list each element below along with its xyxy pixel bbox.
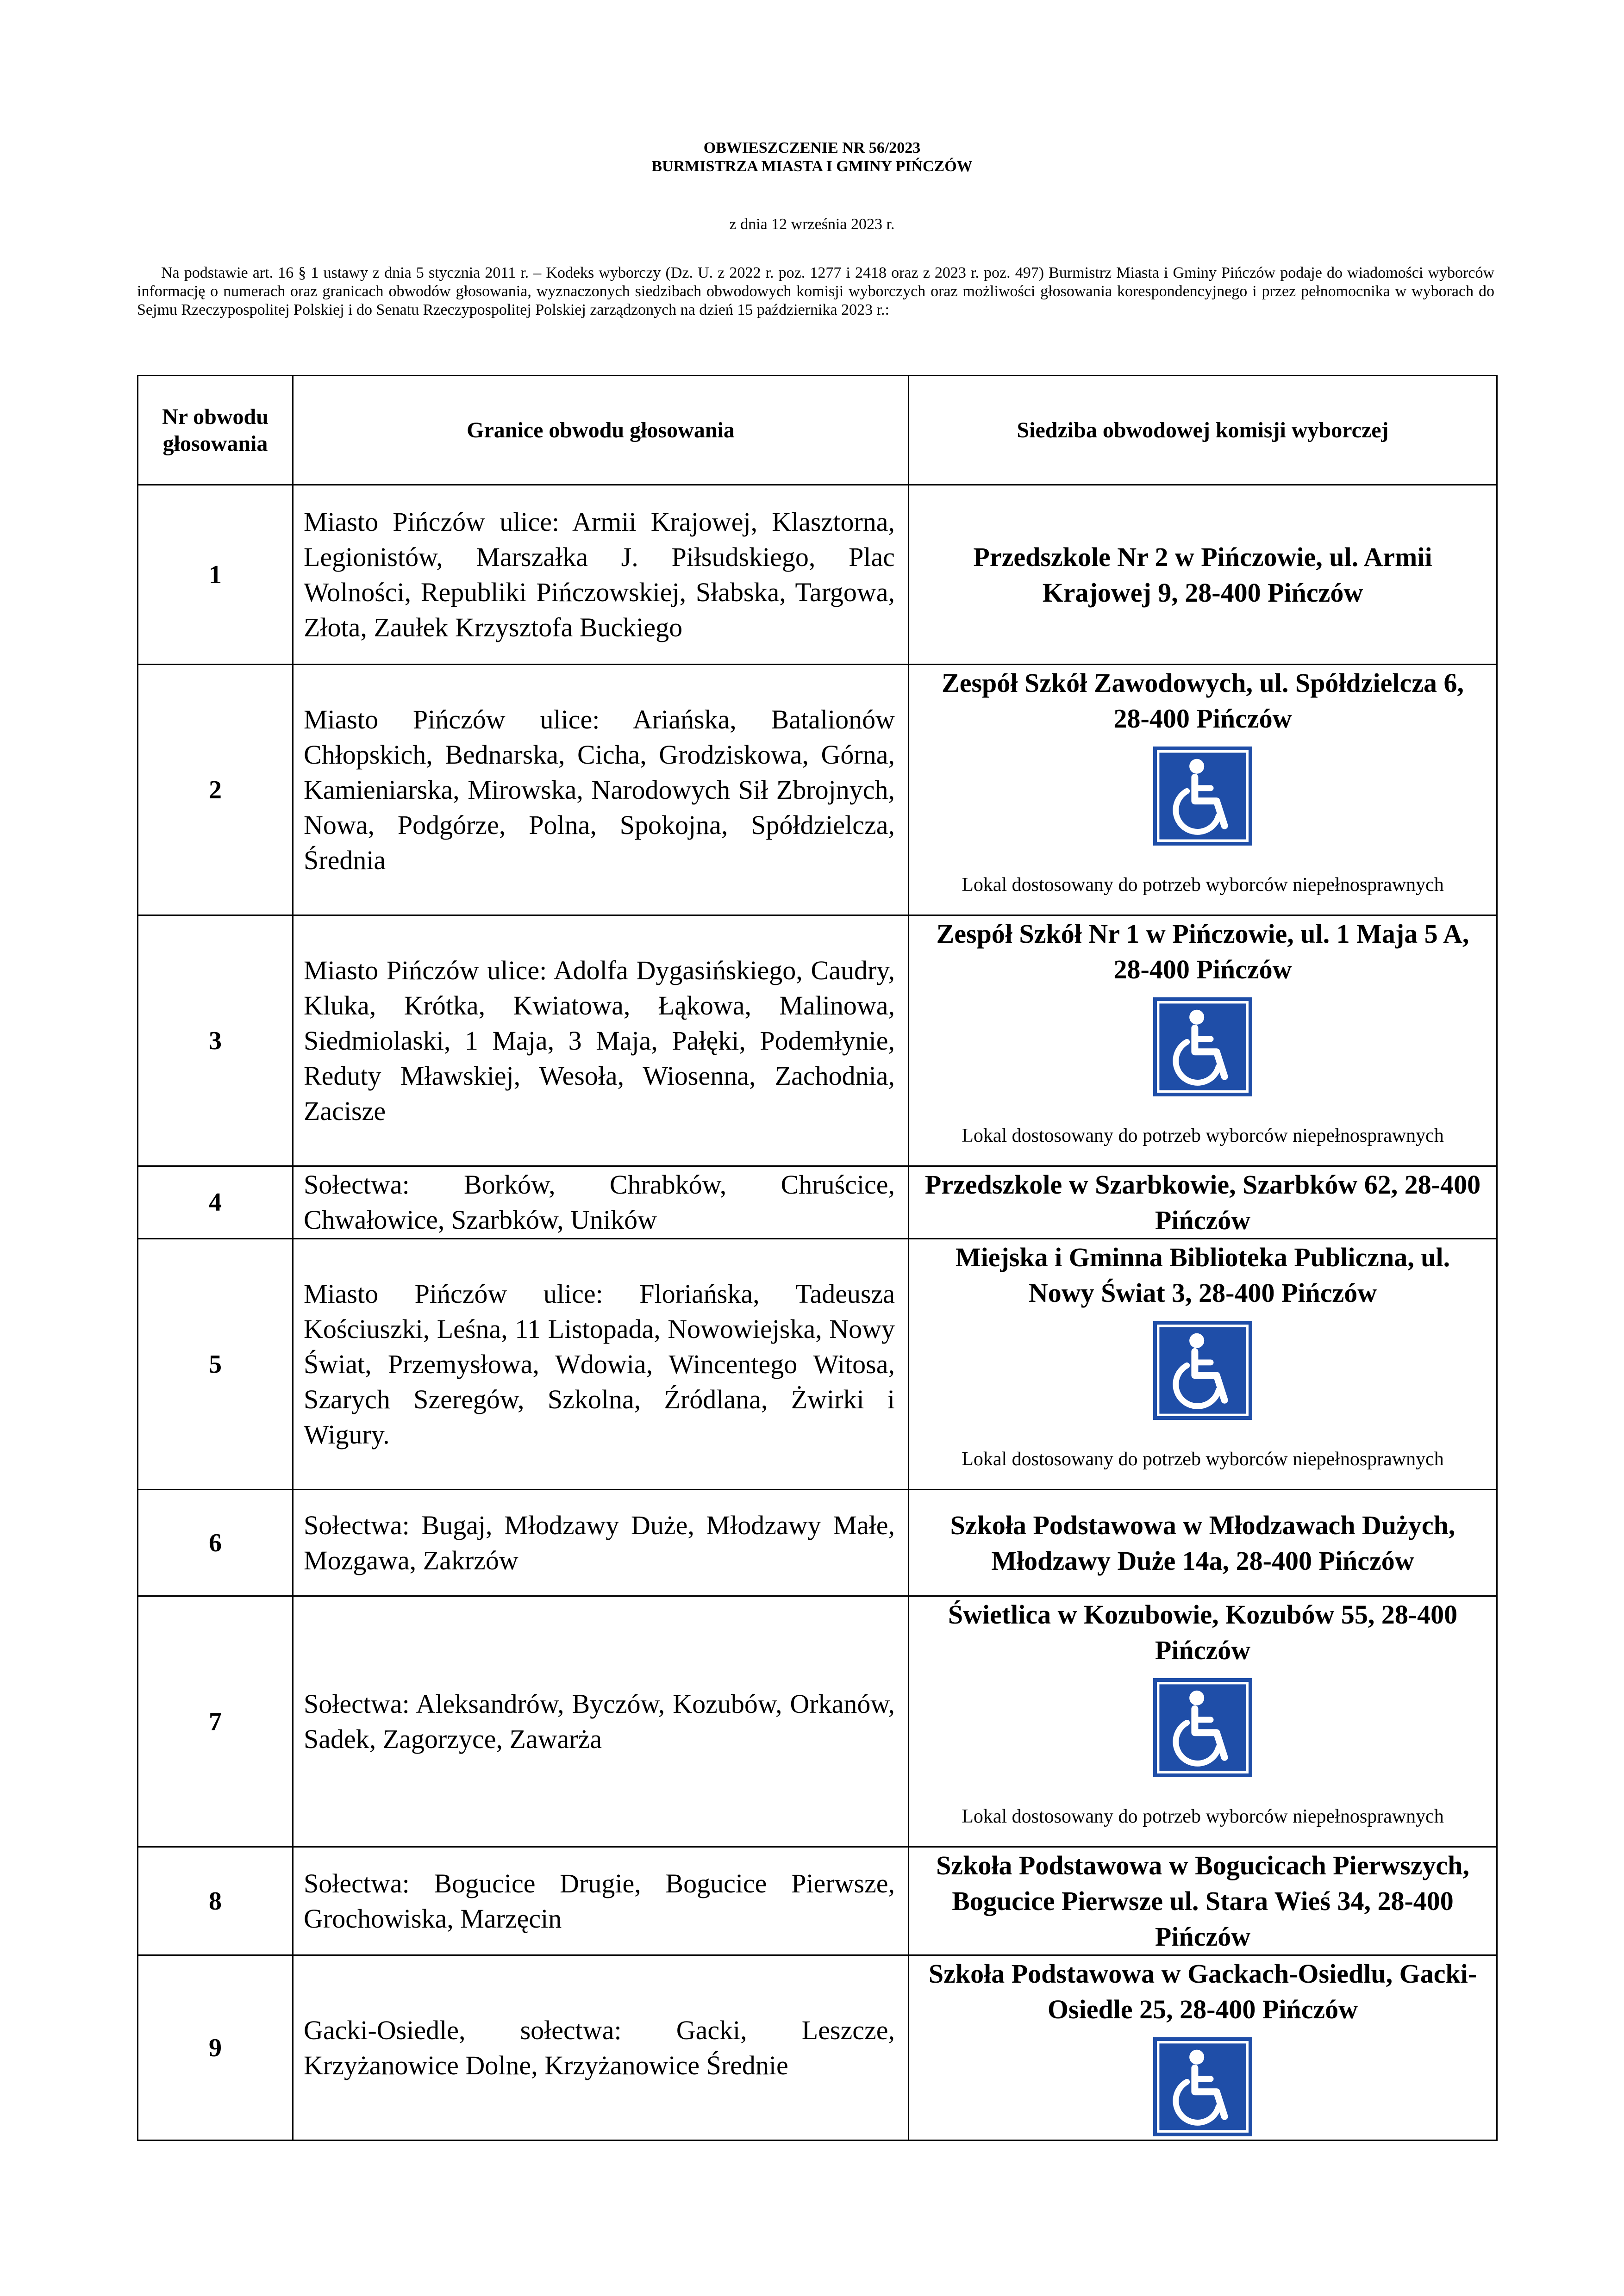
commission-seat-address: Szkoła Podstawowa w Młodzawach Dużych, Młodzawy Duże 14a, 28-400 Pińczów	[950, 1510, 1455, 1576]
table-row	[138, 1490, 1497, 1596]
commission-seat-cell	[909, 1596, 1497, 1847]
district-number: 1	[138, 485, 293, 665]
district-bounds: Miasto Pińczów ulice: Armii Krajowej, Klasztorna, Legionistów, Marszałka J. Piłsudskiego, Plac Wolności, Republiki Pińczowskiej, Słabska, Targowa, Złota, Zaułek Krzysztofa Buckiego	[293, 485, 909, 665]
accessibility-note: Lokal dostosowany do potrzeb wyborców niepełnosprawnych	[962, 1125, 1444, 1146]
table-row	[138, 1166, 1497, 1239]
table-body	[138, 485, 1497, 2140]
district-bounds: Sołectwa: Bugaj, Młodzawy Duże, Młodzawy Małe, Mozgawa, Zakrzów	[293, 1490, 909, 1596]
commission-seat-address: Zespół Szkół Nr 1 w Pińczowie, ul. 1 Maja 5 A, 28-400 Pińczów	[936, 919, 1469, 984]
wheelchair-accessibility-icon	[1153, 2037, 1252, 2136]
commission-seat-cell	[909, 1239, 1497, 1490]
commission-seat-address: Miejska i Gminna Biblioteka Publiczna, ul. Nowy Świat 3, 28-400 Pińczów	[955, 1242, 1450, 1308]
commission-seat-cell	[909, 915, 1497, 1166]
commission-seat-cell	[909, 1955, 1497, 2140]
commission-seat-address: Przedszkole Nr 2 w Pińczowie, ul. Armii Krajowej 9, 28-400 Pińczów	[973, 541, 1432, 608]
commission-seat-address: Świetlica w Kozubowie, Kozubów 55, 28-400 Pińczów	[948, 1599, 1458, 1665]
district-number: 5	[138, 1239, 293, 1490]
table-row	[138, 915, 1497, 1166]
table-row	[138, 1596, 1497, 1847]
table-row	[138, 1955, 1497, 2140]
commission-seat-cell	[909, 1490, 1497, 1596]
document-title-line1: OBWIESZCZENIE NR 56/2023	[703, 139, 921, 156]
district-number: 3	[138, 915, 293, 1166]
district-number: 2	[138, 665, 293, 915]
district-bounds: Sołectwa: Bogucice Drugie, Bogucice Pierwsze, Grochowiska, Marzęcin	[293, 1847, 909, 1955]
commission-seat-address: Szkoła Podstawowa w Gackach-Osiedlu, Gacki-Osiedle 25, 28-400 Pińczów	[928, 1959, 1477, 2024]
table-row	[138, 1847, 1497, 1955]
district-number: 4	[138, 1166, 293, 1239]
commission-seat-address: Szkoła Podstawowa w Bogucicach Pierwszych, Bogucice Pierwsze ul. Stara Wieś 34, 28-400 Pińczów	[936, 1850, 1469, 1952]
district-bounds: Miasto Pińczów ulice: Ariańska, Batalionów Chłopskich, Bednarska, Cicha, Grodziskowa, Górna, Kamieniarska, Mirowska, Narodowych Sił Zbrojnych, Nowa, Podgórze, Polna, Spokojna, Spółdzielcza, Średnia	[293, 665, 909, 915]
intro-paragraph: Na podstawie art. 16 § 1 ustawy z dnia 5 stycznia 2011 r. – Kodeks wyborczy (Dz. U. z 2022 r. poz. 1277 i 2418 oraz z 2023 r. poz. 497) Burmistrz Miasta i Gminy Pińczów podaje do wiadomości wyborców informację o numerach oraz granicach obwodów głosowania, wyznaczonych siedzibach obwodowych komisji wyborczych oraz możliwości głosowania korespondencyjnego i przez pełnomocnika w wyborach do Sejmu Rzeczypospolitej Polskiej i do Senatu Rzeczypospolitej Polskiej zarządzonych na dzień 15 października 2023 r.:	[137, 264, 1494, 318]
header-district-number: Nr obwodu głosowania	[138, 376, 293, 485]
district-number: 9	[138, 1955, 293, 2140]
district-bounds: Miasto Pińczów ulice: Floriańska, Tadeusza Kościuszki, Leśna, 11 Listopada, Nowowiejska, Nowy Świat, Przemysłowa, Wdowia, Wincentego Witosa, Szarych Szeregów, Szkolna, Źródlana, Żwirki i Wigury.	[293, 1239, 909, 1490]
district-bounds: Gacki-Osiedle, sołectwa: Gacki, Leszcze, Krzyżanowice Dolne, Krzyżanowice Średnie	[293, 1955, 909, 2140]
commission-seat-address: Zespół Szkół Zawodowych, ul. Spółdzielcza 6, 28-400 Pińczów	[942, 668, 1464, 734]
accessibility-note: Lokal dostosowany do potrzeb wyborców niepełnosprawnych	[962, 874, 1444, 896]
table-row	[138, 665, 1497, 915]
document-date: z dnia 12 września 2023 r.	[729, 216, 895, 233]
table-header-row	[138, 376, 1497, 485]
district-bounds: Miasto Pińczów ulice: Adolfa Dygasińskiego, Caudry, Kluka, Krótka, Kwiatowa, Łąkowa, Malinowa, Siedmiolaski, 1 Maja, 3 Maja, Pałęki, Podemłynie, Reduty Mławskiej, Wesoła, Wiosenna, Zachodnia, Zacisze	[293, 915, 909, 1166]
district-number: 7	[138, 1596, 293, 1847]
commission-seat-cell	[909, 485, 1497, 665]
district-bounds: Sołectwa: Borków, Chrabków, Chruścice, Chwałowice, Szarbków, Uników	[293, 1166, 909, 1239]
accessibility-note: Lokal dostosowany do potrzeb wyborców niepełnosprawnych	[962, 1449, 1444, 1470]
commission-seat-cell	[909, 1847, 1497, 1955]
header-commission-seat: Siedziba obwodowej komisji wyborczej	[909, 376, 1497, 485]
document-title-line2: BURMISTRZA MIASTA I GMINY PIŃCZÓW	[651, 158, 973, 175]
district-number: 8	[138, 1847, 293, 1955]
commission-seat-cell	[909, 1166, 1497, 1239]
table-row	[138, 485, 1497, 665]
districts-table	[137, 375, 1498, 2141]
header-district-bounds: Granice obwodu głosowania	[293, 376, 909, 485]
wheelchair-accessibility-icon	[1153, 1678, 1252, 1777]
wheelchair-accessibility-icon	[1153, 997, 1252, 1096]
district-number: 6	[138, 1490, 293, 1596]
table-row	[138, 1239, 1497, 1490]
accessibility-note: Lokal dostosowany do potrzeb wyborców niepełnosprawnych	[962, 1806, 1444, 1827]
district-bounds: Sołectwa: Aleksandrów, Byczów, Kozubów, Orkanów, Sadek, Zagorzyce, Zawarża	[293, 1596, 909, 1847]
wheelchair-accessibility-icon	[1153, 1321, 1252, 1420]
commission-seat-address: Przedszkole w Szarbkowie, Szarbków 62, 28-400 Pińczów	[924, 1170, 1481, 1235]
wheelchair-accessibility-icon	[1153, 747, 1252, 846]
commission-seat-cell	[909, 665, 1497, 915]
